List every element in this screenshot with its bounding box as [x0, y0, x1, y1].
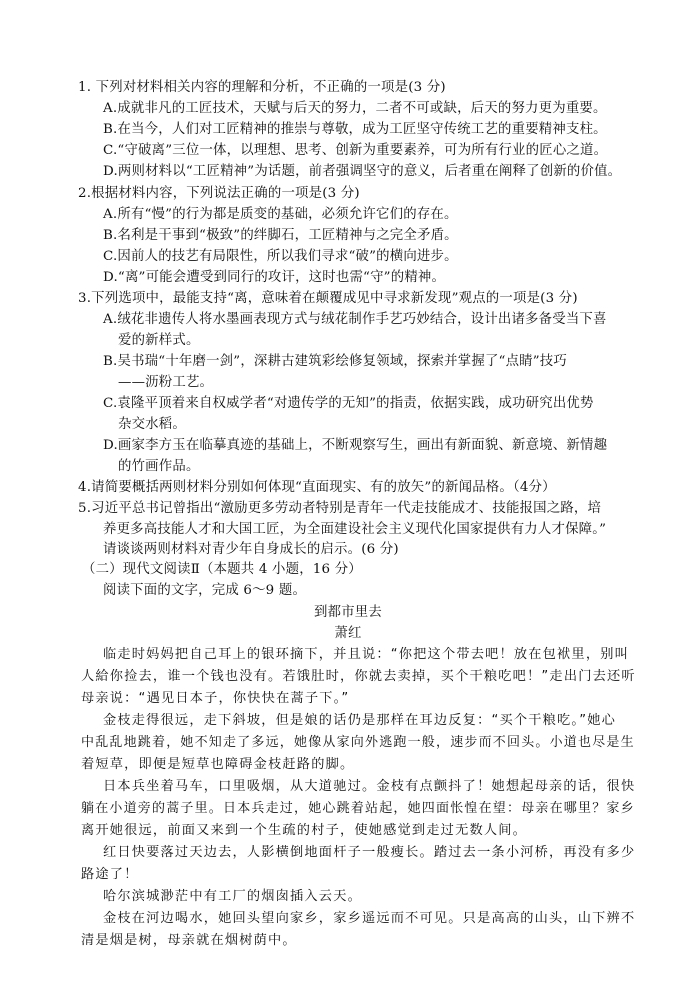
- story-line: 着短草，即便是短草也障碍金枝赶路的脚。: [81, 757, 355, 772]
- q5-stem-line2: 养更多高技能人才和大国工匠，为全面建设社会主义现代化国家提供有力人才保障。”: [103, 522, 607, 537]
- q1-option-d: D.两则材料以“工匠精神”为话题，前者强调坚守的意义，后者重在阐释了创新的价值。: [103, 164, 622, 179]
- q2-option-d: D.“离”可能会遭受到同行的攻讦，这时也需“守”的精神。: [103, 270, 446, 285]
- story-line: 哈尔滨城渺茫中有工厂的烟囱插入云天。: [103, 889, 362, 904]
- q4-stem: 4.请简要概括两则材料分别如何体现“直面现实、有的放矢”的新闻品格。（4分）: [78, 480, 556, 495]
- q1-option-a: A.成就非凡的工匠技术，天赋与后天的努力，二者不可或缺，后天的努力更为重要。: [103, 101, 607, 116]
- q2-stem: 2.根据材料内容，下列说法正确的一项是(3 分): [78, 186, 360, 201]
- story-line: 中乱乱地跳着，她不知走了多远，她像从家向外逃跑一般，速步而不回头。小道也尽是生: [81, 735, 635, 750]
- story-line: 人給你捡去，谁一个钱也没有。若饿肚时，你就去卖掉，买个干粮吃吧！”走出门去还听: [81, 669, 636, 684]
- story-line: 母亲说：“遇见日本子，你快快在蒿子下。”: [81, 691, 350, 706]
- q3-option-c: C.袁隆平顶着来自权威学者“对遗传学的无知”的指责，依据实践，成功研究出优势: [103, 396, 594, 411]
- story-line: 金枝走得很远，走下斜坡，但是娘的话仍是那样在耳边反复：“买个干粮吃。”她心: [103, 713, 617, 728]
- story-line: 离开她很远，前面又来到一个生疏的村子，使她感觉到走过无数人间。: [81, 823, 528, 838]
- q1-option-b: B.在当今，人们对工匠精神的推崇与尊敬，成为工匠坚守传统工艺的重要精神支柱。: [103, 122, 607, 137]
- q3-stem: 3.下列选项中，最能支持“离，意味着在颠覆成见中寻求新发现”观点的一项是(3 分): [78, 291, 578, 306]
- q3-option-d: D.画家李方玉在临摹真迹的基础上，不断观察写生，画出有新面貌、新意境、新情趣: [103, 438, 608, 453]
- story-line: 日本兵坐着马车，口里吸烟，从大道驰过。金枝有点颤抖了！她想起母亲的话，很快: [103, 779, 636, 794]
- q1-option-c: C.“守破离”三位一体，以理想、思考、创新为重要素养，可为所有行业的匠心之道。: [103, 143, 608, 158]
- story-line: 清是烟是树，母亲就在烟树荫中。: [81, 933, 297, 948]
- q3-option-a: A.绒花非遗传人将水墨画表现方式与绒花制作手艺巧妙结合，设计出诸多备受当下喜: [103, 312, 607, 327]
- q2-option-b: B.名利是干事到“极致”的绊脚石，工匠精神与之完全矛盾。: [103, 228, 458, 243]
- story-line: 红日快要落过天边去，人影横倒地面杆子一般瘦长。踏过去一条小河桥，再没有多少: [103, 845, 636, 860]
- story-line: 路途了！: [81, 867, 139, 882]
- q3-option-b-cont: ——沥粉工艺。: [118, 375, 214, 390]
- story-author: 萧红: [334, 626, 362, 641]
- q5-stem-line1: 5.习近平总书记曾指出“激励更多劳动者特别是青年一代走技能成才、技能报国之路，培: [78, 501, 602, 516]
- q1-stem: 1. 下列对材料相关内容的理解和分析，不正确的一项是(3 分): [78, 80, 446, 95]
- story-line: 躺在小道旁的蒿子里。日本兵走过，她心跳着站起，她四面怅惶在望：母亲在哪里？家乡: [81, 801, 635, 816]
- story-line: 临走时妈妈把自己耳上的银环摘下，并且说：“你把这个带去吧！放在包袱里，别叫: [103, 647, 629, 662]
- q3-option-d-cont: 的竹画作品。: [118, 459, 200, 474]
- q3-option-a-cont: 爱的新样式。: [118, 333, 200, 348]
- q3-option-b: B.吴书瑞“十年磨一剑”，深耕古建筑彩绘修复领域，探索并掌握了“点睛”技巧: [103, 354, 567, 369]
- story-line: 金枝在河边喝水，她回头望向家乡，家乡遥远而不可见。只是高高的山头，山下辨不: [103, 911, 636, 926]
- q2-option-a: A.所有“慢”的行为都是质变的基础，必须允许它们的存在。: [103, 207, 458, 222]
- story-title: 到都市里去: [314, 605, 382, 620]
- q5-stem-line3: 请谈谈两则材料对青少年自身成长的启示。(6 分): [103, 542, 399, 557]
- section-instruction: 阅读下面的文字，完成 6～9 题。: [103, 583, 307, 598]
- q2-option-c: C.因前人的技艺有局限性，所以我们寻求“破”的横向进步。: [103, 249, 458, 264]
- q3-option-c-cont: 杂交水稻。: [118, 417, 186, 432]
- section-heading: （二）现代文阅读Ⅱ（本题共 4 小题，16 分）: [82, 562, 362, 577]
